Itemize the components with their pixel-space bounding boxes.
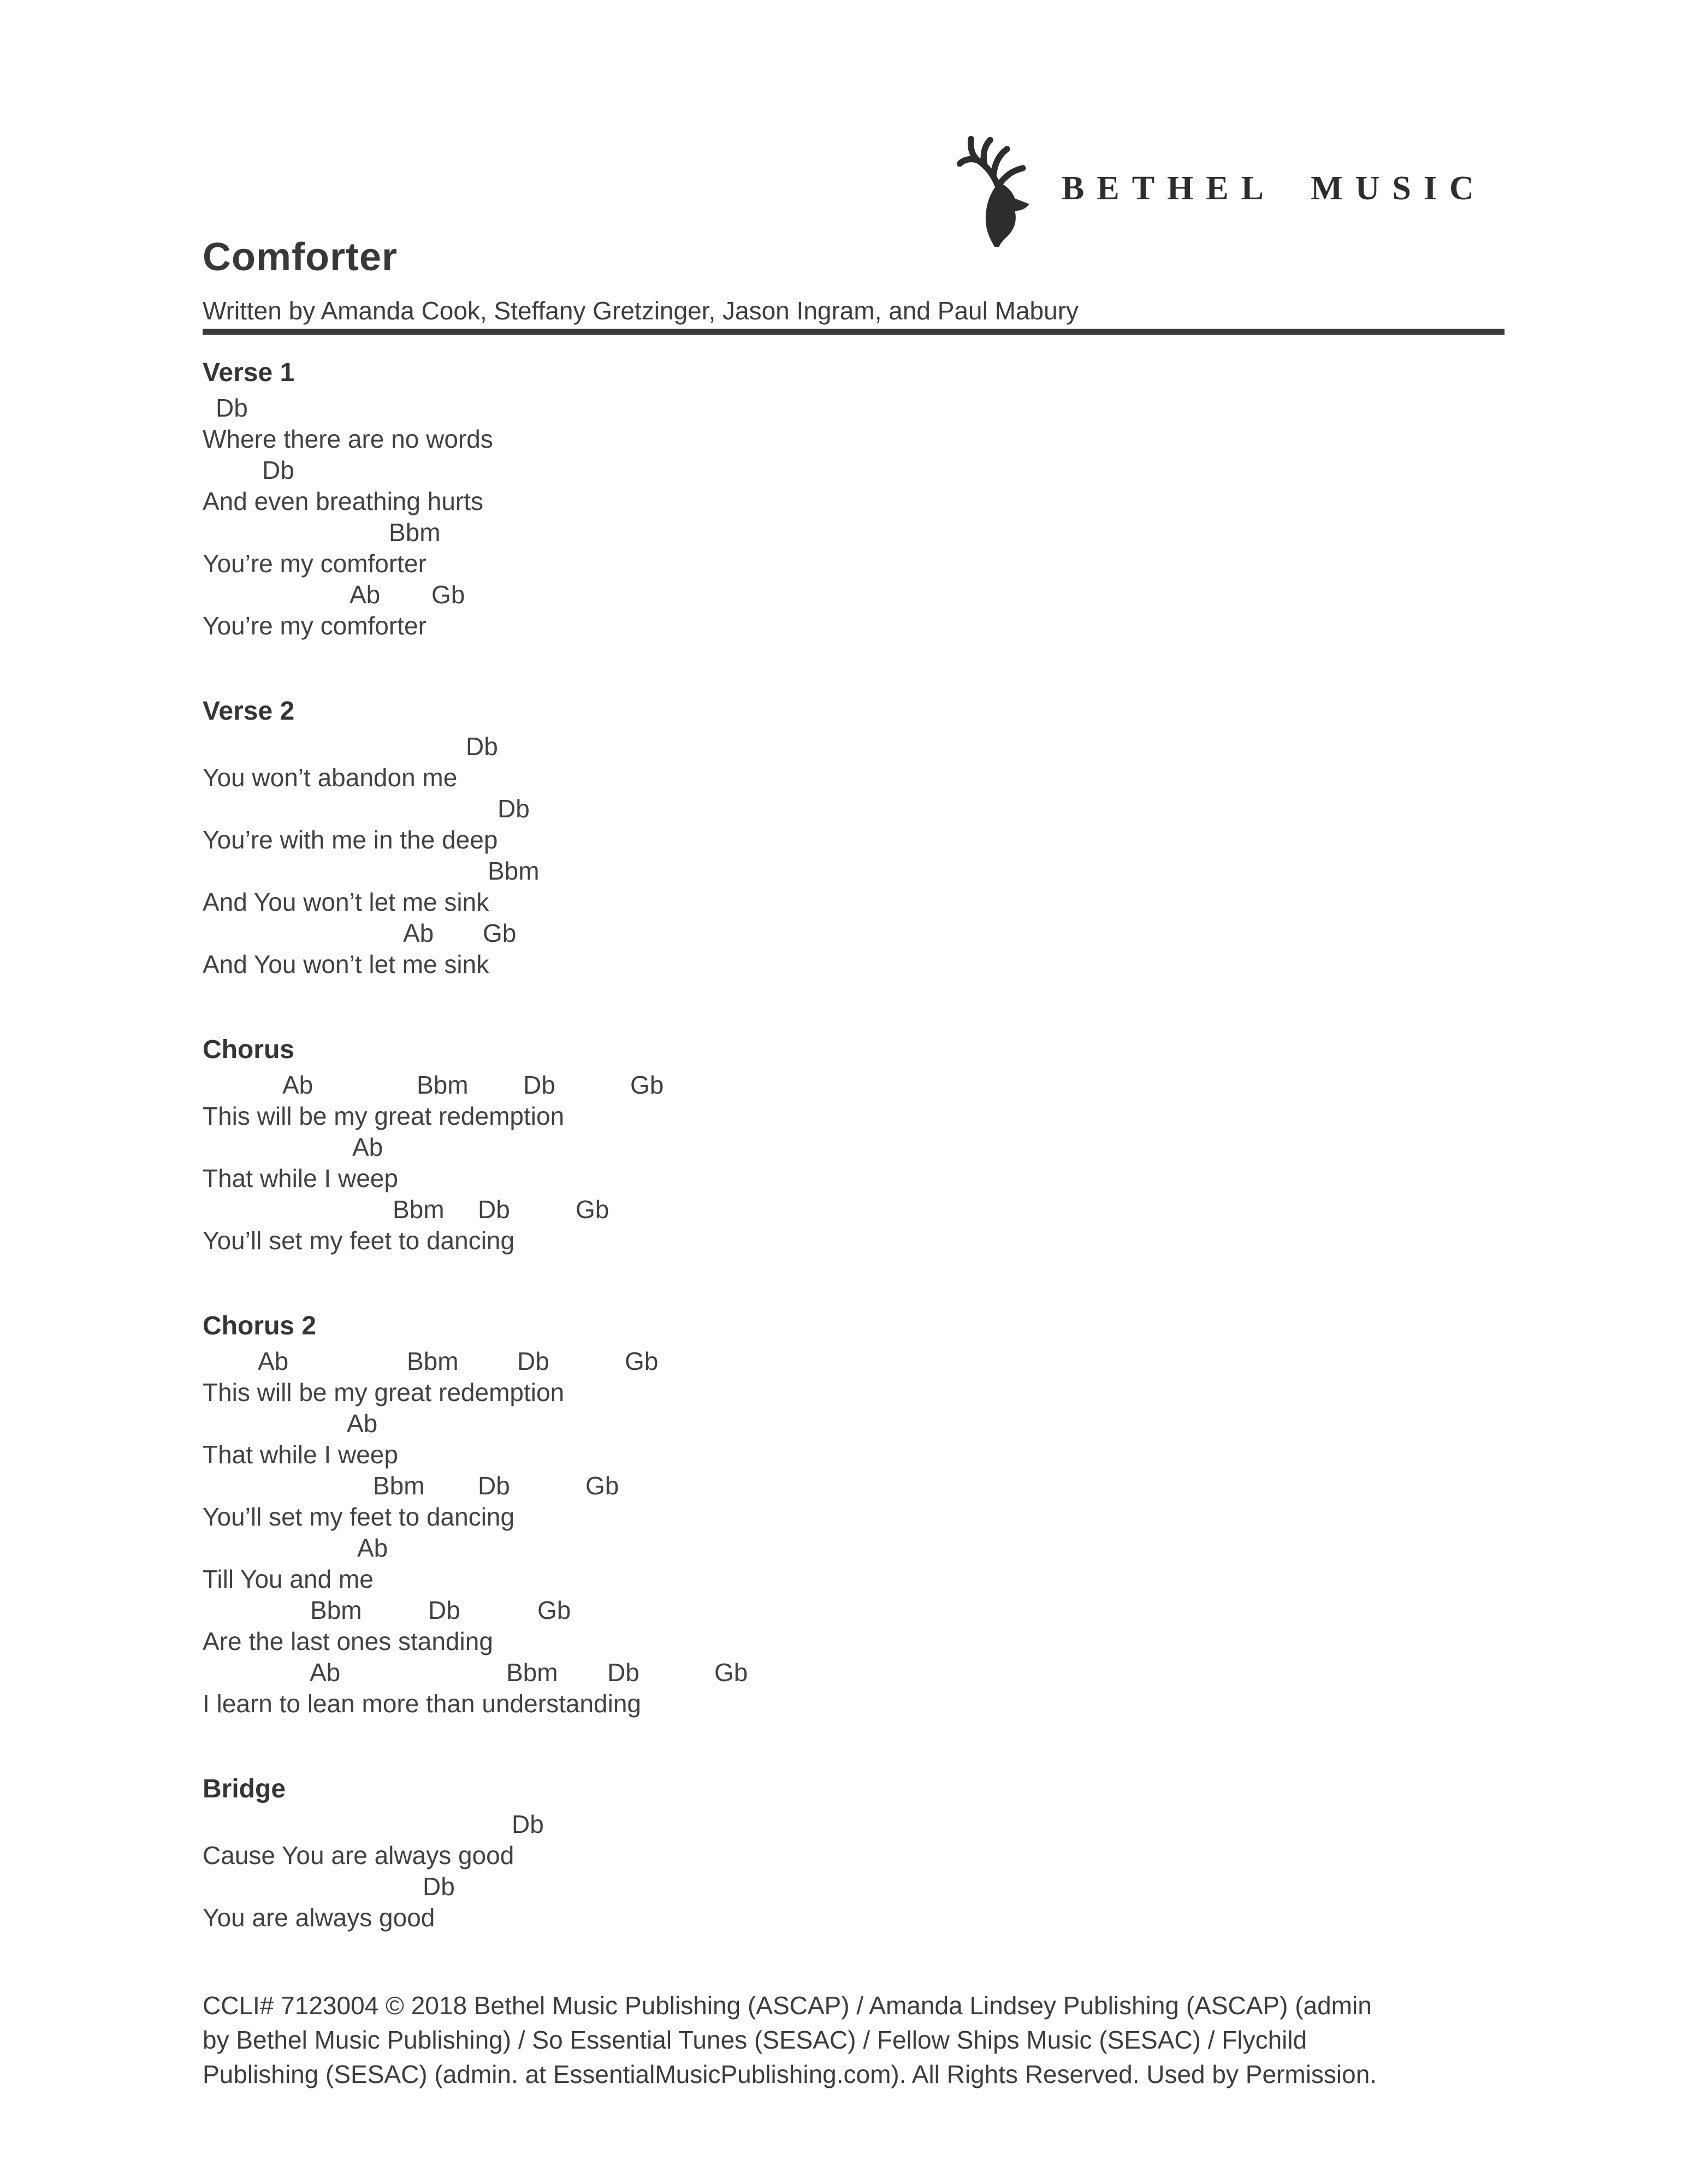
chord-symbol: Db	[478, 1471, 510, 1500]
chord-line	[203, 1533, 1513, 1564]
chord-symbol: Ab	[352, 1133, 383, 1161]
section-heading: Bridge	[203, 1775, 286, 1803]
chord-symbol: Db	[262, 456, 294, 484]
chord-line	[203, 579, 1513, 610]
divider-rule	[203, 329, 1505, 335]
chord-line	[203, 1346, 1513, 1377]
chord-symbol: Db	[216, 394, 248, 422]
song-section	[203, 358, 1513, 642]
lyric-line: And even breathing hurts	[203, 487, 484, 515]
lyric-line: Where there are no words	[203, 425, 493, 453]
section-heading: Verse 2	[203, 697, 295, 726]
chord-symbol: Db	[428, 1596, 460, 1624]
lyric-line: You are always good	[203, 1903, 435, 1932]
chord-symbol: Db	[478, 1195, 510, 1224]
lyric-line: You’re with me in the deep	[203, 826, 498, 854]
chord-symbol: Db	[523, 1071, 555, 1099]
chord-line	[203, 793, 1513, 824]
chord-symbol: Db	[497, 794, 530, 823]
chord-symbol: Ab	[347, 1409, 378, 1438]
lyric-line: This will be my great redemption	[203, 1378, 565, 1406]
chord-symbol: Gb	[630, 1071, 664, 1099]
chord-symbol: Db	[466, 732, 498, 761]
song-section	[203, 1035, 1513, 1256]
song-body	[203, 358, 1513, 1988]
lyric-line: You’ll set my feet to dancing	[203, 1226, 515, 1255]
song-section	[203, 1774, 1513, 1933]
lyric-line: This will be my great redemption	[203, 1102, 565, 1130]
chord-symbol: Bbm	[393, 1195, 445, 1224]
chord-line	[203, 1194, 1513, 1225]
lyric-line: Are the last ones standing	[203, 1627, 493, 1655]
song-section	[203, 1311, 1513, 1719]
section-heading: Chorus 2	[203, 1311, 317, 1340]
chord-symbol: Ab	[258, 1347, 289, 1375]
chord-symbol: Db	[423, 1872, 455, 1901]
chord-symbol: Bbm	[488, 857, 540, 885]
chord-line	[203, 1470, 1513, 1502]
chord-symbol: Gb	[483, 919, 517, 947]
chord-symbol: Ab	[403, 919, 434, 947]
chord-line	[203, 856, 1513, 887]
copyright-line: by Bethel Music Publishing) / So Essential Tunes (SESAC) / Fellow Ships Music (SESAC) / Flychild	[203, 2026, 1307, 2054]
chord-symbol: Bbm	[310, 1596, 362, 1624]
brand-wordmark: BETHEL MUSIC	[1062, 169, 1486, 207]
lyric-line: You’re my comforter	[203, 612, 427, 640]
lyric-line: That while I weep	[203, 1440, 398, 1469]
chord-symbol: Bbm	[389, 518, 441, 547]
chord-line	[203, 1657, 1513, 1688]
chord-symbol: Bbm	[506, 1658, 558, 1687]
chord-line	[203, 393, 1513, 424]
lyric-line: I learn to lean more than understanding	[203, 1689, 641, 1718]
lyric-line: Till You and me	[203, 1565, 374, 1593]
chord-line	[203, 1132, 1513, 1163]
section-heading: Chorus	[203, 1035, 294, 1064]
chord-symbol: Ab	[310, 1658, 341, 1687]
byline: Written by Amanda Cook, Steffany Gretzinger, Jason Ingram, and Paul Mabury	[203, 296, 1079, 325]
chord-line	[203, 1070, 1513, 1101]
chord-symbol: Ab	[357, 1534, 388, 1562]
chord-line	[203, 1871, 1513, 1902]
copyright-notice	[203, 1989, 1557, 2092]
bethel-music-logo	[953, 130, 1486, 247]
chord-line	[203, 918, 1513, 949]
lyric-line: And You won’t let me sink	[203, 888, 489, 916]
lyric-line: That while I weep	[203, 1164, 398, 1192]
chord-symbol: Bbm	[407, 1347, 459, 1375]
chord-line	[203, 1408, 1513, 1439]
chord-symbol: Db	[517, 1347, 549, 1375]
lyric-line: And You won’t let me sink	[203, 950, 489, 978]
copyright-line: Publishing (SESAC) (admin. at EssentialMusicPublishing.com). All Rights Reserved. Used by Permission.	[203, 2060, 1377, 2088]
lyric-line: You’ll set my feet to dancing	[203, 1503, 515, 1531]
chord-line	[203, 731, 1513, 762]
chord-symbol: Bbm	[373, 1471, 425, 1500]
chord-symbol: Db	[512, 1810, 544, 1838]
chord-symbol: Gb	[576, 1195, 609, 1224]
copyright-line: CCLI# 7123004 © 2018 Bethel Music Publishing (ASCAP) / Amanda Lindsey Publishing (ASCAP) (admin	[203, 1991, 1372, 2020]
chord-symbol: Bbm	[417, 1071, 469, 1099]
lyric-line: You won’t abandon me	[203, 763, 458, 792]
chord-symbol: Ab	[350, 580, 381, 609]
chord-line	[203, 455, 1513, 486]
chord-line	[203, 1809, 1513, 1840]
chord-symbol: Gb	[625, 1347, 659, 1375]
section-heading: Verse 1	[203, 358, 295, 387]
lyric-line: Cause You are always good	[203, 1841, 514, 1870]
lyric-line: You’re my comforter	[203, 549, 427, 578]
chord-symbol: Gb	[431, 580, 465, 609]
song-section	[203, 696, 1513, 980]
chord-line	[203, 1595, 1513, 1626]
chord-symbol: Gb	[714, 1658, 748, 1687]
chord-symbol: Gb	[537, 1596, 571, 1624]
chord-symbol: Gb	[585, 1471, 619, 1500]
chord-symbol: Ab	[282, 1071, 313, 1099]
chord-line	[203, 517, 1513, 548]
deer-icon	[953, 130, 1043, 247]
chord-symbol: Db	[607, 1658, 639, 1687]
song-title: Comforter	[203, 235, 398, 279]
